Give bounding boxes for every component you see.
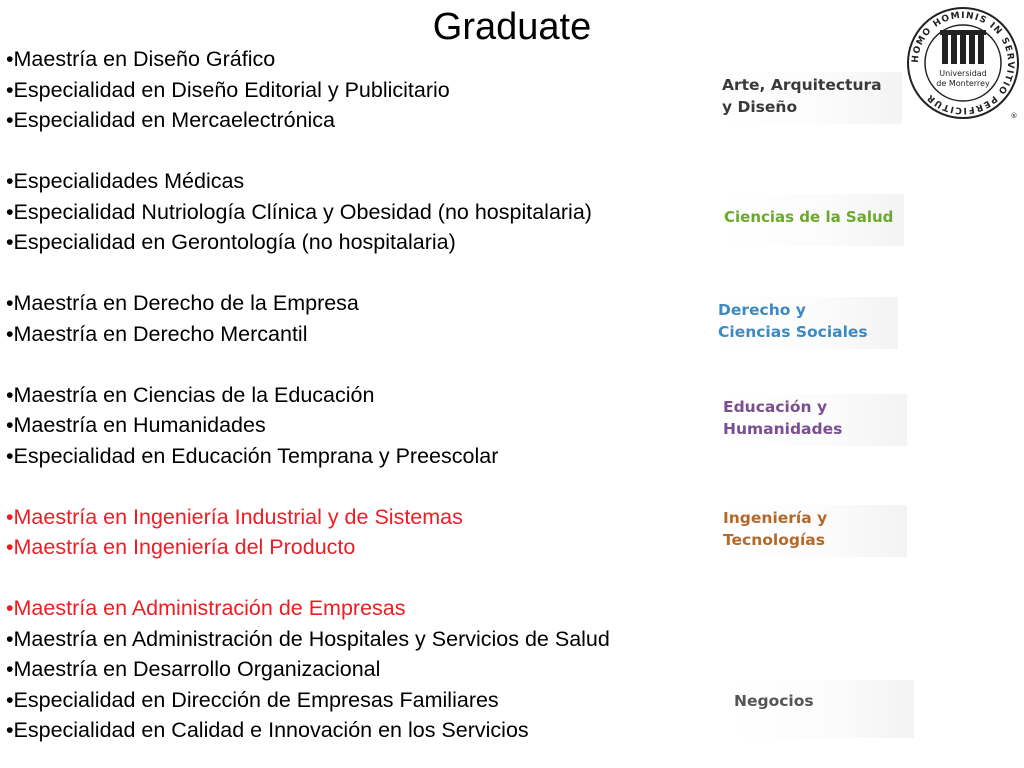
seal-emblem-icon [940, 30, 986, 64]
list-item: •Especialidad en Gerontología (no hospitalaria) [6, 230, 456, 254]
list-item: •Especialidad en Diseño Editorial y Publicitario [6, 77, 450, 102]
list-item: •Especialidad en Calidad e Innovación en los Servicios [6, 718, 529, 742]
list-spacer [6, 471, 610, 502]
area-label-salud [720, 194, 904, 246]
area-label-line: Ingeniería y [723, 509, 828, 527]
area-label-line: Educación y [723, 398, 828, 416]
list-item: •Especialidad Nutriología Clínica y Obesidad (no hospitalaria) [6, 199, 592, 224]
list-item: •Maestría en Derecho de la Empresa [6, 291, 359, 315]
area-label-line: Tecnologías [723, 531, 825, 549]
list-item: •Maestría en Administración de Hospitales y Servicios de Salud [6, 626, 610, 651]
area-label-line: Humanidades [723, 420, 843, 438]
list-spacer [6, 258, 610, 289]
list-item: •Especialidad en Mercaelectrónica [6, 108, 336, 132]
list-item: •Especialidad en Dirección de Empresas Familiares [6, 687, 499, 712]
list-item: •Maestría en Diseño Gráfico [6, 47, 276, 71]
area-label-line: Arte, Arquitectura [722, 76, 882, 94]
area-label-line: y Diseño [722, 98, 798, 116]
list-item: •Maestría en Desarrollo Organizacional [6, 657, 381, 681]
area-label-derecho [714, 297, 898, 349]
seal-ring-text: HOMO HOMINIS IN SERVITIO PERFICITUR [910, 10, 1016, 116]
list-item: •Maestría en Ciencias de la Educación [6, 382, 375, 407]
area-label-ingenieria [719, 505, 907, 557]
program-list [6, 44, 610, 746]
list-spacer [6, 136, 610, 167]
list-spacer [6, 349, 610, 380]
area-label-negocios [730, 680, 914, 738]
list-item: •Especialidad en Educación Temprana y Preescolar [6, 443, 499, 468]
list-spacer [6, 563, 610, 594]
list-item: •Maestría en Derecho Mercantil [6, 321, 308, 346]
list-item-highlighted: •Maestría en Ingeniería del Producto [6, 535, 356, 559]
registered-mark: ® [1010, 112, 1018, 120]
area-label-line: Derecho y [718, 301, 806, 319]
page-title: Graduate [432, 6, 592, 48]
area-label-arte [718, 72, 902, 124]
list-item: •Maestría en Humanidades [6, 413, 266, 437]
list-item-highlighted: •Maestría en Ingeniería Industrial y de Sistemas [6, 504, 463, 529]
list-item: •Especialidades Médicas [6, 169, 245, 193]
seal-name-line2: de Monterrey [936, 79, 990, 88]
area-label-line: Negocios [734, 692, 814, 710]
area-label-line: Ciencias de la Salud [724, 208, 894, 226]
seal-name-line1: Universidad [939, 69, 987, 78]
area-label-educacion [719, 394, 907, 446]
university-seal-logo [904, 4, 1022, 122]
area-label-line: Ciencias Sociales [718, 323, 868, 341]
list-item-highlighted: •Maestría en Administración de Empresas [6, 596, 406, 620]
